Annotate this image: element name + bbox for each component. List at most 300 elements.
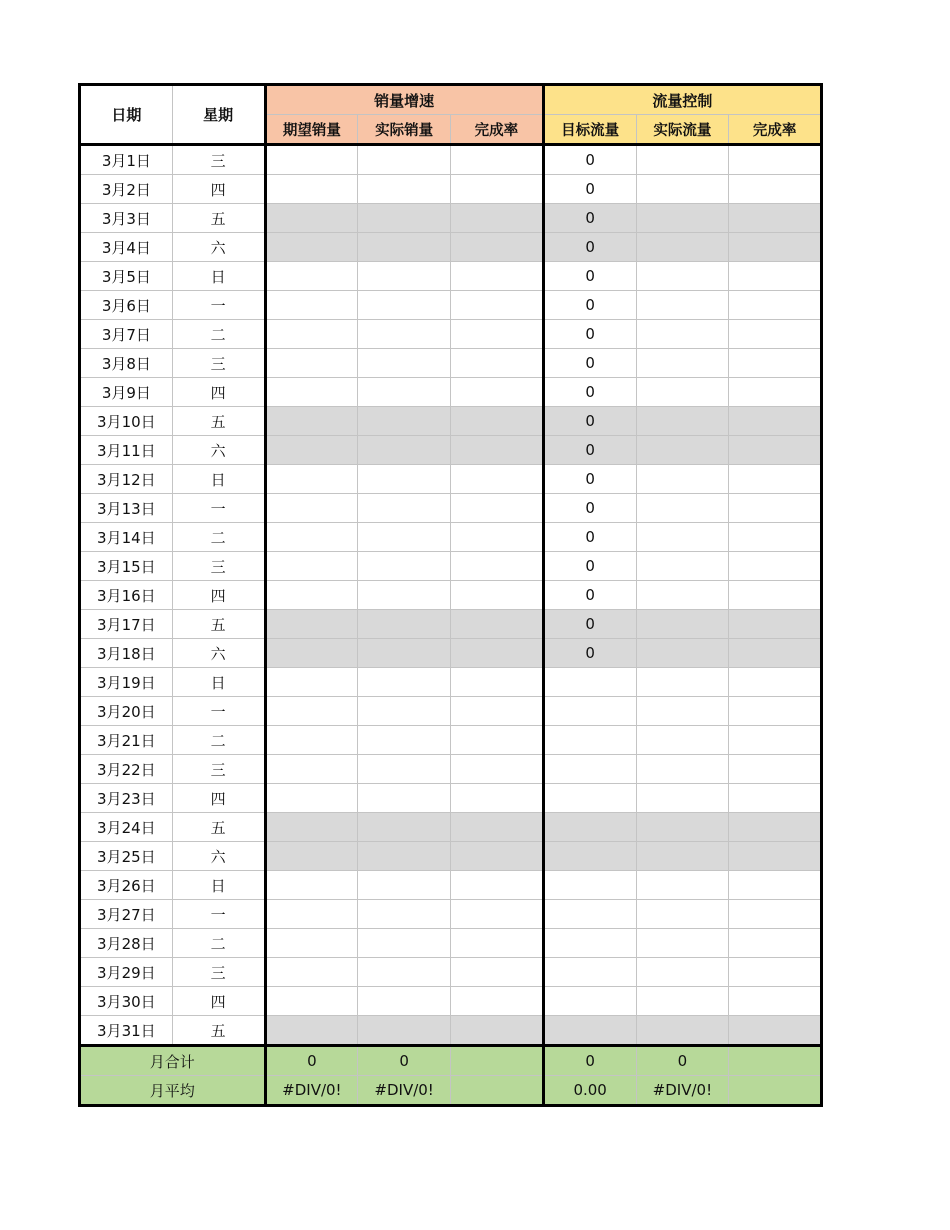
cell-actual-sales[interactable]: [358, 726, 451, 755]
cell-actual-sales[interactable]: [358, 958, 451, 987]
table-row: [80, 378, 822, 407]
cell-traffic-rate[interactable]: [729, 929, 822, 958]
cell-actual-traffic[interactable]: [636, 320, 729, 349]
cell-expected-sales[interactable]: [265, 291, 358, 320]
cell-actual-sales[interactable]: [358, 465, 451, 494]
cell-traffic-rate[interactable]: [729, 349, 822, 378]
cell-date[interactable]: 3月28日: [80, 929, 173, 958]
cell-traffic-rate[interactable]: [729, 494, 822, 523]
cell-expected-sales[interactable]: [265, 320, 358, 349]
cell-weekday[interactable]: 四: [172, 987, 265, 1016]
cell-weekday[interactable]: 五: [172, 813, 265, 842]
table-row: [80, 929, 822, 958]
cell-sales-rate[interactable]: [451, 639, 544, 668]
cell-actual-traffic[interactable]: [636, 668, 729, 697]
header-sales-rate[interactable]: 完成率: [451, 115, 544, 145]
cell-sales-rate[interactable]: [451, 436, 544, 465]
cell-date[interactable]: 3月5日: [80, 262, 173, 291]
table-row: [80, 813, 822, 842]
cell-date[interactable]: 3月29日: [80, 958, 173, 987]
table-row: [80, 871, 822, 900]
header-date[interactable]: 日期: [80, 85, 173, 145]
cell-actual-sales[interactable]: [358, 842, 451, 871]
cell-target-traffic[interactable]: 0: [543, 494, 636, 523]
cell-traffic-rate[interactable]: [729, 784, 822, 813]
cell-sales-rate[interactable]: [451, 929, 544, 958]
cell-date[interactable]: 3月11日: [80, 436, 173, 465]
cell-weekday[interactable]: 五: [172, 1016, 265, 1046]
header-target-traffic[interactable]: 目标流量: [543, 115, 636, 145]
cell-actual-sales[interactable]: [358, 145, 451, 175]
cell-date[interactable]: 3月25日: [80, 842, 173, 871]
cell-traffic-rate[interactable]: [729, 378, 822, 407]
cell-traffic-rate[interactable]: [729, 262, 822, 291]
cell-weekday[interactable]: 三: [172, 145, 265, 175]
cell-sales-rate[interactable]: [451, 349, 544, 378]
cell-weekday[interactable]: 六: [172, 842, 265, 871]
cell-date[interactable]: 3月19日: [80, 668, 173, 697]
cell-sales-rate[interactable]: [451, 987, 544, 1016]
cell-actual-traffic[interactable]: [636, 1016, 729, 1046]
cell-sales-rate[interactable]: [451, 1016, 544, 1046]
cell-weekday[interactable]: 三: [172, 552, 265, 581]
cell-weekday[interactable]: 一: [172, 900, 265, 929]
cell-target-traffic[interactable]: 0: [543, 581, 636, 610]
averages-actual-traffic[interactable]: #DIV/0!: [636, 1076, 729, 1106]
header-traffic-group[interactable]: 流量控制: [543, 85, 821, 115]
cell-actual-traffic[interactable]: [636, 552, 729, 581]
cell-traffic-rate[interactable]: [729, 204, 822, 233]
cell-weekday[interactable]: 六: [172, 436, 265, 465]
monthly-table: [78, 83, 823, 1107]
cell-actual-sales[interactable]: [358, 929, 451, 958]
cell-actual-traffic[interactable]: [636, 407, 729, 436]
cell-date[interactable]: 3月7日: [80, 320, 173, 349]
cell-sales-rate[interactable]: [451, 813, 544, 842]
cell-expected-sales[interactable]: [265, 552, 358, 581]
cell-expected-sales[interactable]: [265, 378, 358, 407]
cell-target-traffic[interactable]: [543, 929, 636, 958]
cell-actual-traffic[interactable]: [636, 233, 729, 262]
cell-traffic-rate[interactable]: [729, 987, 822, 1016]
averages-row: [80, 1076, 822, 1106]
cell-expected-sales[interactable]: [265, 871, 358, 900]
cell-sales-rate[interactable]: [451, 407, 544, 436]
table-row: [80, 900, 822, 929]
cell-traffic-rate[interactable]: [729, 436, 822, 465]
table-row: [80, 726, 822, 755]
cell-actual-sales[interactable]: [358, 755, 451, 784]
cell-weekday[interactable]: 日: [172, 262, 265, 291]
totals-actual-sales[interactable]: 0: [358, 1046, 451, 1076]
cell-traffic-rate[interactable]: [729, 726, 822, 755]
averages-sales-rate[interactable]: [451, 1076, 544, 1106]
header-actual-sales[interactable]: 实际销量: [358, 115, 451, 145]
cell-actual-traffic[interactable]: [636, 175, 729, 204]
cell-expected-sales[interactable]: [265, 436, 358, 465]
cell-actual-sales[interactable]: [358, 378, 451, 407]
header-weekday[interactable]: 星期: [172, 85, 265, 145]
cell-target-traffic[interactable]: 0: [543, 175, 636, 204]
cell-traffic-rate[interactable]: [729, 639, 822, 668]
cell-date[interactable]: 3月24日: [80, 813, 173, 842]
table-row: [80, 262, 822, 291]
cell-target-traffic[interactable]: 0: [543, 610, 636, 639]
cell-date[interactable]: 3月26日: [80, 871, 173, 900]
cell-target-traffic[interactable]: 0: [543, 291, 636, 320]
cell-traffic-rate[interactable]: [729, 842, 822, 871]
averages-expected-sales[interactable]: #DIV/0!: [265, 1076, 358, 1106]
cell-target-traffic[interactable]: [543, 726, 636, 755]
cell-actual-traffic[interactable]: [636, 494, 729, 523]
cell-traffic-rate[interactable]: [729, 291, 822, 320]
cell-target-traffic[interactable]: 0: [543, 378, 636, 407]
cell-traffic-rate[interactable]: [729, 1016, 822, 1046]
cell-actual-traffic[interactable]: [636, 639, 729, 668]
cell-date[interactable]: 3月3日: [80, 204, 173, 233]
header-traffic-rate[interactable]: 完成率: [729, 115, 822, 145]
cell-weekday[interactable]: 一: [172, 494, 265, 523]
cell-expected-sales[interactable]: [265, 842, 358, 871]
cell-weekday[interactable]: 二: [172, 929, 265, 958]
cell-expected-sales[interactable]: [265, 175, 358, 204]
cell-actual-traffic[interactable]: [636, 987, 729, 1016]
cell-expected-sales[interactable]: [265, 523, 358, 552]
cell-target-traffic[interactable]: 0: [543, 552, 636, 581]
table-row: [80, 494, 822, 523]
cell-sales-rate[interactable]: [451, 871, 544, 900]
totals-traffic-rate[interactable]: [729, 1046, 822, 1076]
totals-label[interactable]: 月合计: [80, 1046, 266, 1076]
cell-actual-traffic[interactable]: [636, 842, 729, 871]
averages-actual-sales[interactable]: #DIV/0!: [358, 1076, 451, 1106]
table-row: [80, 349, 822, 378]
cell-weekday[interactable]: 四: [172, 581, 265, 610]
cell-date[interactable]: 3月15日: [80, 552, 173, 581]
cell-actual-traffic[interactable]: [636, 378, 729, 407]
cell-actual-traffic[interactable]: [636, 204, 729, 233]
cell-weekday[interactable]: 四: [172, 175, 265, 204]
cell-weekday[interactable]: 六: [172, 639, 265, 668]
cell-sales-rate[interactable]: [451, 552, 544, 581]
cell-sales-rate[interactable]: [451, 494, 544, 523]
cell-weekday[interactable]: 五: [172, 610, 265, 639]
table-row: [80, 204, 822, 233]
cell-actual-traffic[interactable]: [636, 697, 729, 726]
cell-traffic-rate[interactable]: [729, 145, 822, 175]
cell-sales-rate[interactable]: [451, 175, 544, 204]
totals-actual-traffic[interactable]: 0: [636, 1046, 729, 1076]
cell-expected-sales[interactable]: [265, 145, 358, 175]
cell-target-traffic[interactable]: [543, 668, 636, 697]
cell-actual-sales[interactable]: [358, 1016, 451, 1046]
cell-target-traffic[interactable]: [543, 842, 636, 871]
cell-sales-rate[interactable]: [451, 842, 544, 871]
cell-sales-rate[interactable]: [451, 668, 544, 697]
cell-target-traffic[interactable]: 0: [543, 523, 636, 552]
cell-expected-sales[interactable]: [265, 465, 358, 494]
cell-actual-traffic[interactable]: [636, 291, 729, 320]
cell-traffic-rate[interactable]: [729, 697, 822, 726]
cell-actual-sales[interactable]: [358, 436, 451, 465]
cell-sales-rate[interactable]: [451, 610, 544, 639]
cell-actual-traffic[interactable]: [636, 349, 729, 378]
cell-actual-sales[interactable]: [358, 494, 451, 523]
sales-traffic-sheet: [78, 83, 820, 1101]
cell-actual-traffic[interactable]: [636, 610, 729, 639]
cell-date[interactable]: 3月12日: [80, 465, 173, 494]
cell-sales-rate[interactable]: [451, 958, 544, 987]
cell-traffic-rate[interactable]: [729, 320, 822, 349]
cell-actual-traffic[interactable]: [636, 784, 729, 813]
cell-actual-sales[interactable]: [358, 610, 451, 639]
cell-sales-rate[interactable]: [451, 523, 544, 552]
cell-target-traffic[interactable]: [543, 871, 636, 900]
cell-expected-sales[interactable]: [265, 494, 358, 523]
cell-actual-sales[interactable]: [358, 639, 451, 668]
cell-expected-sales[interactable]: [265, 755, 358, 784]
cell-expected-sales[interactable]: [265, 407, 358, 436]
cell-expected-sales[interactable]: [265, 958, 358, 987]
cell-expected-sales[interactable]: [265, 204, 358, 233]
cell-actual-sales[interactable]: [358, 668, 451, 697]
table-row: [80, 610, 822, 639]
cell-actual-traffic[interactable]: [636, 436, 729, 465]
table-row: [80, 581, 822, 610]
cell-expected-sales[interactable]: [265, 262, 358, 291]
cell-weekday[interactable]: 三: [172, 349, 265, 378]
table-row: [80, 668, 822, 697]
cell-date[interactable]: 3月13日: [80, 494, 173, 523]
header-sales-group[interactable]: 销量增速: [265, 85, 543, 115]
cell-target-traffic[interactable]: 0: [543, 233, 636, 262]
totals-expected-sales[interactable]: 0: [265, 1046, 358, 1076]
cell-traffic-rate[interactable]: [729, 175, 822, 204]
cell-sales-rate[interactable]: [451, 291, 544, 320]
cell-target-traffic[interactable]: 0: [543, 262, 636, 291]
cell-expected-sales[interactable]: [265, 581, 358, 610]
cell-traffic-rate[interactable]: [729, 465, 822, 494]
cell-actual-sales[interactable]: [358, 407, 451, 436]
cell-sales-rate[interactable]: [451, 581, 544, 610]
cell-actual-sales[interactable]: [358, 581, 451, 610]
cell-weekday[interactable]: 六: [172, 233, 265, 262]
cell-date[interactable]: 3月31日: [80, 1016, 173, 1046]
cell-target-traffic[interactable]: 0: [543, 639, 636, 668]
cell-date[interactable]: 3月21日: [80, 726, 173, 755]
cell-traffic-rate[interactable]: [729, 900, 822, 929]
cell-date[interactable]: 3月4日: [80, 233, 173, 262]
cell-traffic-rate[interactable]: [729, 552, 822, 581]
cell-sales-rate[interactable]: [451, 233, 544, 262]
cell-weekday[interactable]: 三: [172, 755, 265, 784]
cell-expected-sales[interactable]: [265, 900, 358, 929]
cell-actual-sales[interactable]: [358, 552, 451, 581]
cell-traffic-rate[interactable]: [729, 581, 822, 610]
table-row: [80, 233, 822, 262]
cell-sales-rate[interactable]: [451, 755, 544, 784]
cell-target-traffic[interactable]: 0: [543, 204, 636, 233]
table-row: [80, 320, 822, 349]
averages-traffic-rate[interactable]: [729, 1076, 822, 1106]
cell-actual-traffic[interactable]: [636, 958, 729, 987]
header-actual-traffic[interactable]: 实际流量: [636, 115, 729, 145]
cell-sales-rate[interactable]: [451, 726, 544, 755]
cell-actual-sales[interactable]: [358, 349, 451, 378]
cell-traffic-rate[interactable]: [729, 523, 822, 552]
cell-weekday[interactable]: 一: [172, 697, 265, 726]
cell-sales-rate[interactable]: [451, 697, 544, 726]
table-row: [80, 436, 822, 465]
cell-traffic-rate[interactable]: [729, 755, 822, 784]
cell-actual-traffic[interactable]: [636, 871, 729, 900]
cell-traffic-rate[interactable]: [729, 233, 822, 262]
cell-sales-rate[interactable]: [451, 204, 544, 233]
cell-expected-sales[interactable]: [265, 668, 358, 697]
cell-expected-sales[interactable]: [265, 1016, 358, 1046]
cell-weekday[interactable]: 二: [172, 320, 265, 349]
cell-actual-traffic[interactable]: [636, 145, 729, 175]
cell-target-traffic[interactable]: [543, 697, 636, 726]
cell-sales-rate[interactable]: [451, 900, 544, 929]
cell-actual-sales[interactable]: [358, 871, 451, 900]
cell-target-traffic[interactable]: 0: [543, 145, 636, 175]
cell-actual-sales[interactable]: [358, 784, 451, 813]
cell-date[interactable]: 3月9日: [80, 378, 173, 407]
cell-actual-sales[interactable]: [358, 900, 451, 929]
cell-weekday[interactable]: 日: [172, 871, 265, 900]
cell-actual-traffic[interactable]: [636, 755, 729, 784]
cell-expected-sales[interactable]: [265, 929, 358, 958]
cell-expected-sales[interactable]: [265, 349, 358, 378]
cell-actual-sales[interactable]: [358, 523, 451, 552]
cell-expected-sales[interactable]: [265, 610, 358, 639]
cell-date[interactable]: 3月2日: [80, 175, 173, 204]
day-rows: [80, 145, 822, 1046]
cell-expected-sales[interactable]: [265, 784, 358, 813]
cell-actual-traffic[interactable]: [636, 929, 729, 958]
cell-target-traffic[interactable]: [543, 958, 636, 987]
cell-sales-rate[interactable]: [451, 378, 544, 407]
cell-actual-sales[interactable]: [358, 204, 451, 233]
cell-target-traffic[interactable]: [543, 900, 636, 929]
cell-weekday[interactable]: 五: [172, 407, 265, 436]
cell-actual-traffic[interactable]: [636, 900, 729, 929]
cell-actual-sales[interactable]: [358, 987, 451, 1016]
cell-target-traffic[interactable]: [543, 813, 636, 842]
averages-label[interactable]: 月平均: [80, 1076, 266, 1106]
cell-actual-sales[interactable]: [358, 320, 451, 349]
header-expected-sales[interactable]: 期望销量: [265, 115, 358, 145]
cell-actual-traffic[interactable]: [636, 465, 729, 494]
cell-traffic-rate[interactable]: [729, 871, 822, 900]
cell-date[interactable]: 3月8日: [80, 349, 173, 378]
cell-sales-rate[interactable]: [451, 784, 544, 813]
cell-actual-sales[interactable]: [358, 175, 451, 204]
cell-actual-traffic[interactable]: [636, 523, 729, 552]
cell-date[interactable]: 3月27日: [80, 900, 173, 929]
totals-target-traffic[interactable]: 0: [543, 1046, 636, 1076]
cell-actual-sales[interactable]: [358, 233, 451, 262]
table-row: [80, 523, 822, 552]
cell-weekday[interactable]: 四: [172, 378, 265, 407]
cell-date[interactable]: 3月16日: [80, 581, 173, 610]
cell-actual-traffic[interactable]: [636, 813, 729, 842]
cell-traffic-rate[interactable]: [729, 813, 822, 842]
cell-traffic-rate[interactable]: [729, 610, 822, 639]
cell-date[interactable]: 3月30日: [80, 987, 173, 1016]
cell-date[interactable]: 3月10日: [80, 407, 173, 436]
cell-weekday[interactable]: 二: [172, 523, 265, 552]
table-row: [80, 987, 822, 1016]
cell-date[interactable]: 3月23日: [80, 784, 173, 813]
cell-date[interactable]: 3月6日: [80, 291, 173, 320]
table-row: [80, 755, 822, 784]
cell-target-traffic[interactable]: 0: [543, 436, 636, 465]
cell-weekday[interactable]: 二: [172, 726, 265, 755]
cell-actual-sales[interactable]: [358, 697, 451, 726]
cell-date[interactable]: 3月14日: [80, 523, 173, 552]
cell-date[interactable]: 3月18日: [80, 639, 173, 668]
cell-traffic-rate[interactable]: [729, 668, 822, 697]
cell-expected-sales[interactable]: [265, 726, 358, 755]
cell-target-traffic[interactable]: [543, 784, 636, 813]
cell-weekday[interactable]: 日: [172, 668, 265, 697]
cell-date[interactable]: 3月1日: [80, 145, 173, 175]
cell-traffic-rate[interactable]: [729, 958, 822, 987]
cell-weekday[interactable]: 日: [172, 465, 265, 494]
cell-sales-rate[interactable]: [451, 320, 544, 349]
cell-target-traffic[interactable]: 0: [543, 320, 636, 349]
cell-weekday[interactable]: 四: [172, 784, 265, 813]
table-row: [80, 784, 822, 813]
cell-weekday[interactable]: 一: [172, 291, 265, 320]
cell-date[interactable]: 3月22日: [80, 755, 173, 784]
cell-target-traffic[interactable]: [543, 987, 636, 1016]
cell-sales-rate[interactable]: [451, 262, 544, 291]
table-row: [80, 407, 822, 436]
cell-sales-rate[interactable]: [451, 145, 544, 175]
cell-expected-sales[interactable]: [265, 697, 358, 726]
cell-target-traffic[interactable]: 0: [543, 465, 636, 494]
cell-target-traffic[interactable]: [543, 1016, 636, 1046]
cell-target-traffic[interactable]: 0: [543, 407, 636, 436]
cell-expected-sales[interactable]: [265, 233, 358, 262]
cell-expected-sales[interactable]: [265, 987, 358, 1016]
cell-date[interactable]: 3月20日: [80, 697, 173, 726]
table-row: [80, 291, 822, 320]
averages-target-traffic[interactable]: 0.00: [543, 1076, 636, 1106]
cell-actual-traffic[interactable]: [636, 262, 729, 291]
totals-sales-rate[interactable]: [451, 1046, 544, 1076]
table-row: [80, 552, 822, 581]
cell-sales-rate[interactable]: [451, 465, 544, 494]
cell-actual-sales[interactable]: [358, 291, 451, 320]
cell-actual-traffic[interactable]: [636, 726, 729, 755]
cell-weekday[interactable]: 三: [172, 958, 265, 987]
cell-weekday[interactable]: 五: [172, 204, 265, 233]
cell-expected-sales[interactable]: [265, 813, 358, 842]
cell-date[interactable]: 3月17日: [80, 610, 173, 639]
cell-target-traffic[interactable]: [543, 755, 636, 784]
cell-actual-traffic[interactable]: [636, 581, 729, 610]
cell-actual-sales[interactable]: [358, 262, 451, 291]
cell-target-traffic[interactable]: 0: [543, 349, 636, 378]
cell-traffic-rate[interactable]: [729, 407, 822, 436]
cell-actual-sales[interactable]: [358, 813, 451, 842]
cell-expected-sales[interactable]: [265, 639, 358, 668]
table-row: [80, 1016, 822, 1046]
